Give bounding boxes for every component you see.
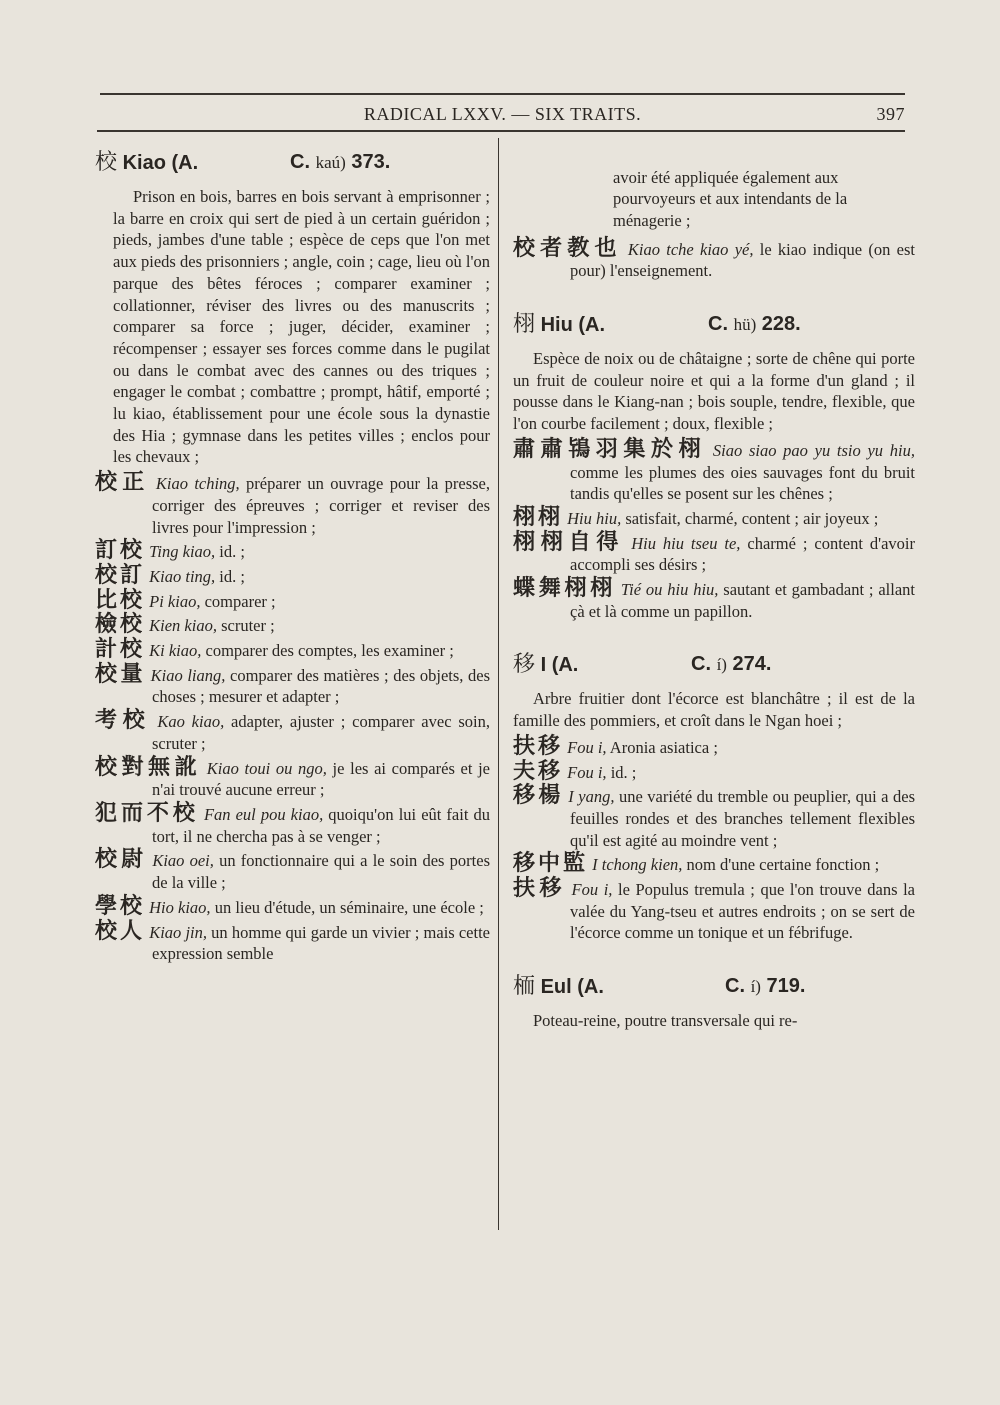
entry-c-label: C.	[708, 313, 728, 336]
compound-chars: 蝶舞栩栩	[513, 576, 616, 602]
compound-chars: 扶移	[513, 876, 566, 902]
entry-kiao-compounds	[95, 472, 490, 965]
compound-pinyin: I tchong kien,	[592, 855, 683, 875]
compound-gloss: nom d'une certaine fonction ;	[682, 855, 880, 875]
left-column	[95, 150, 490, 967]
compound-entry	[95, 918, 490, 965]
compound-pinyin: Hiu hiu tseu te,	[631, 533, 741, 553]
compound-entry	[513, 853, 915, 876]
compound-entry	[95, 587, 490, 613]
entry-kiao-definition: Prison en bois, barres en bois servant à emprisonner ; la barre en croix qui sert de pied à un certain guéridon ; pieds, jambes d'une table ; espèce de ceps que l'on met aux pieds des prisonniers ; angle, coin ; cage, lieu où l'on parque des bêtes féroces ; comparer examiner ; collationner, réviser des livres ou des manuscrits ; comparer sa force ; juger, décider, examiner ; récompenser ; essayer ses forces comme dans le pugilat ou dans le combat avec des cannes ou des triques ; engager le combat ; combattre ; prompt, hâtif, emporté ; lu kiao, établissement pour une école sous la dynastie des Hia ; gymnase dans les petites villes ; enclos pour les chevaux ;	[113, 187, 490, 467]
compound-pinyin: Kien kiao,	[149, 616, 217, 636]
entry-c-label: C.	[290, 151, 310, 173]
entry-c-num: 274.	[732, 653, 772, 676]
page-header	[100, 104, 905, 128]
entry-eul-definition: Poteau-reine, poutre transversale qui re-	[533, 1011, 798, 1031]
compound-entry	[513, 878, 915, 944]
compound-chars: 校正	[95, 470, 150, 496]
entry-hanzi: 移	[513, 652, 536, 678]
compound-gloss: id. ;	[215, 566, 245, 586]
compound-entry	[95, 754, 490, 801]
compound-pinyin: Kiao oei,	[152, 851, 214, 871]
compound-pinyin: Kao kiao,	[157, 712, 225, 732]
compound-pinyin: Pi kiao,	[149, 591, 201, 611]
column-divider	[498, 138, 499, 1230]
compound-entry	[95, 562, 490, 588]
compound-chars: 犯而不校	[95, 800, 199, 826]
entry-head: Eul (A.	[540, 976, 604, 999]
compound-gloss: id. ;	[215, 542, 245, 562]
compound-entry	[95, 472, 490, 538]
compound-pinyin: I yang,	[568, 787, 615, 807]
compound-gloss: quoiqu'on lui eût fait du tort, il ne chercha pas à se venger ;	[152, 804, 491, 846]
compound-chars: 栩栩自得	[513, 529, 625, 555]
compound-gloss: préparer un ouvrage pour la presse, corriger des épreuves ; corriger et reviser des livres pour l'impression ;	[152, 474, 490, 537]
compound-gloss: comme les plumes des oies sauvages font du bruit tandis qu'elles se posent sur les chênes ;	[570, 462, 915, 504]
compound-pinyin: Hio kiao,	[149, 897, 211, 917]
compound-entry	[513, 504, 915, 530]
entry-i-definition: Arbre fruitier dont l'écorce est blanchâtre ; il est de la famille des pommiers, et croît dans le Ngan hoei ;	[513, 689, 915, 731]
compound-gloss: le Populus tremula ; que l'on trouve dans la valée du Yang-tseu et autres endroits ; on se sert de l'écorce comme un tonique et un fébrifuge.	[570, 880, 915, 943]
compound-gloss: comparer des matières ; des objets, des choses ; mesurer et adapter ;	[152, 665, 491, 707]
compound-entry	[95, 540, 490, 563]
compound-entry	[513, 758, 915, 784]
entry-kiao-heading	[95, 152, 490, 176]
compound-entry	[95, 710, 490, 754]
compound-gloss: satisfait, charmé, content ; air joyeux ;	[621, 508, 879, 528]
compound-chars: 校訂	[95, 562, 146, 588]
compound-entry	[513, 733, 915, 759]
compound-gloss: le kiao indique (on est pour) l'enseignement.	[570, 239, 915, 281]
entry-hiu-definition: Espèce de noix ou de châtaigne ; sorte de chêne qui porte un fruit de couleur noire et qui a la forme d'un gland ; il pousse dans le Kiang-nan ; bois souple, tendre, flexible, que l'on courbe facilement ; doux, flexible ;	[513, 349, 915, 434]
entry-c-rom: hü)	[733, 315, 757, 335]
compound-entry	[513, 578, 915, 622]
compound-entry	[513, 529, 915, 576]
compound-chars: 檢校	[95, 612, 146, 638]
entry-c-label: C.	[725, 975, 745, 998]
compound-gloss: comparer des comptes, les examiner ;	[201, 641, 454, 661]
page-number: 397	[876, 104, 905, 124]
entry-eul-heading	[513, 976, 915, 1000]
compound-chars: 移中監	[513, 851, 589, 877]
compound-gloss: scruter ;	[216, 616, 275, 636]
entry-hanzi: 栭	[513, 974, 536, 1000]
entry-hanzi: 栩	[513, 312, 536, 338]
compound-chars: 扶移	[513, 733, 564, 759]
top-rule	[100, 93, 905, 95]
compound-chars: 校人	[95, 918, 146, 944]
compound-pinyin: Ki kiao,	[149, 641, 202, 661]
compound-gloss: un lieu d'étude, un séminaire, une école ;	[210, 897, 484, 917]
compound-chars: 栩栩	[513, 504, 564, 530]
compound-gloss: Aronia asiatica ;	[606, 737, 718, 757]
compound-gloss: adapter, ajuster ; comparer avec soin, scruter ;	[152, 712, 490, 753]
compound-entry	[95, 893, 490, 919]
entry-i-compounds	[513, 733, 915, 944]
compound-pinyin: Fan eul pou kiao,	[203, 804, 324, 824]
compound-pinyin: Kiao liang,	[150, 665, 226, 685]
compound-pinyin: Kiao tche kiao yé,	[627, 239, 754, 259]
entry-c-rom: kaú)	[315, 153, 346, 172]
compound-chars: 考校	[95, 708, 151, 734]
entry-i-heading	[513, 654, 915, 678]
compound-gloss: sautant et gambadant ; allant çà et là comme un papillon.	[570, 580, 915, 621]
compound-entry	[513, 235, 915, 282]
compound-pinyin: Siao siao pao yu tsio yu hiu,	[712, 440, 915, 460]
entry-c-rom: í)	[716, 655, 727, 675]
entry-c-rom: í)	[750, 977, 761, 997]
compound-gloss: une variété du tremble ou peuplier, qui a des feuilles rondes et des branches tellement flexibles qu'il est agité au moindre vent ;	[570, 787, 915, 850]
compound-entry	[95, 849, 490, 893]
compound-entry	[95, 639, 490, 662]
compound-pinyin: Kiao toui ou ngo,	[206, 758, 327, 778]
right-column	[513, 150, 915, 1036]
compound-chars: 比校	[95, 587, 146, 613]
compound-gloss: charmé ; content d'avoir accompli ses désirs ;	[570, 533, 915, 575]
compound-entry	[513, 785, 915, 851]
continued-text: avoir été appliquée également aux pourvoyeurs et aux intendants de la ménagerie ;	[613, 167, 848, 230]
running-title: RADICAL LXXV. — SIX TRAITS.	[363, 104, 642, 124]
compound-chars: 移楊	[513, 783, 564, 809]
compound-pinyin: Tié ou hiu hiu,	[620, 580, 719, 600]
compound-gloss: comparer ;	[200, 591, 276, 611]
compound-chars: 校對無訛	[95, 754, 202, 780]
compound-pinyin: Fou i,	[567, 737, 607, 757]
compound-gloss: id. ;	[606, 762, 637, 782]
compound-chars: 夫移	[513, 758, 564, 784]
entry-head: Kiao (A.	[122, 152, 199, 174]
compound-chars: 校量	[95, 661, 146, 687]
compound-pinyin: Kiao ting,	[149, 566, 216, 586]
compound-gloss: un fonctionnaire qui a le soin des portes de la ville ;	[152, 851, 490, 893]
header-rule	[97, 130, 905, 132]
compound-chars: 學校	[95, 893, 146, 919]
compound-entry	[95, 661, 491, 708]
entry-hiu-heading	[513, 314, 915, 338]
compound-pinyin: Kiao jin,	[149, 922, 208, 942]
entry-head: Hiu (A.	[540, 314, 606, 337]
entry-c-num: 373.	[351, 151, 391, 173]
compound-pinyin: Fou i,	[571, 880, 613, 900]
compound-pinyin: Ting kiao,	[149, 542, 216, 562]
entry-c-num: 719.	[766, 975, 806, 998]
compound-entry	[95, 614, 490, 637]
entry-hanzi: 校	[95, 150, 118, 175]
compound-gloss: un homme qui garde un vivier ; mais cette expression semble	[152, 922, 490, 964]
entry-head: I (A.	[540, 654, 579, 677]
compound-pinyin: Hiu hiu,	[567, 508, 622, 528]
compound-entry	[95, 800, 491, 847]
entry-c-label: C.	[691, 653, 711, 676]
entry-hiu-compounds	[513, 436, 915, 623]
compound-pinyin: Kiao tching,	[155, 474, 240, 494]
compound-chars: 肅肅鴇羽集於栩	[513, 436, 707, 462]
compound-chars: 校尉	[95, 847, 148, 873]
entry-c-num: 228.	[761, 313, 801, 336]
compound-entry	[513, 436, 915, 505]
compound-chars: 校者教也	[513, 235, 622, 261]
compound-gloss: je les ai comparés et je n'ai trouvé aucune erreur ;	[152, 758, 490, 800]
compound-chars: 訂校	[95, 538, 146, 564]
compound-chars: 計校	[95, 637, 146, 663]
compound-pinyin: Fou i,	[567, 762, 607, 782]
